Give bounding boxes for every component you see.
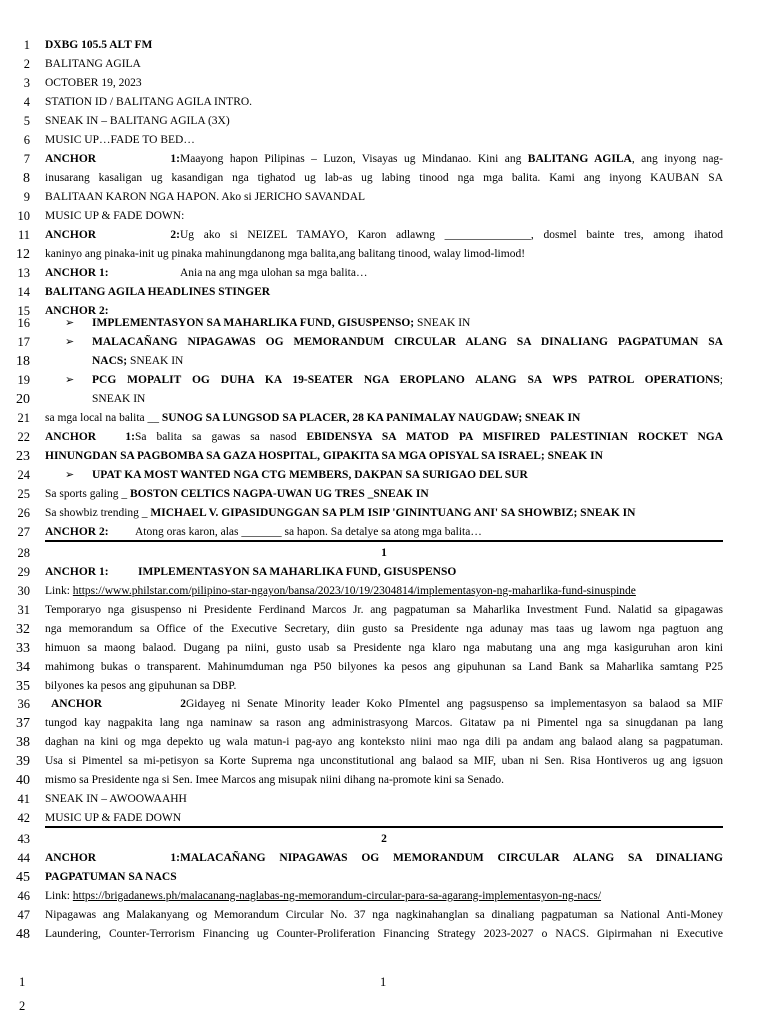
script-line [45,714,723,733]
section-divider [45,540,723,542]
line-row [0,264,768,283]
text-run: SNEAK IN – AWOOWAAHH [45,793,187,805]
text-run: Link: [45,890,73,902]
anchor-label: ANCHOR 1: [45,431,135,443]
script-line [45,447,723,466]
script-line [45,790,723,809]
script-line [45,428,723,447]
line-row [0,925,768,944]
text-run: PAGPATUMAN SA NACS [45,871,177,883]
script-line [45,283,723,302]
arrow-bullet-icon: ➢ [65,469,75,481]
line-row [0,283,768,302]
script-line [45,207,723,226]
text-run: UPAT KA MOST WANTED NGA CTG MEMBERS, DAKPAN SA SURIGAO DEL SUR [92,469,528,481]
line-row [0,639,768,658]
text-run: NACS; [92,355,128,367]
text-run: kaninyo ang pinaka-init ug pinaka mahinungdanong mga balita,ang balitang tinood, walay limod-limod! [45,248,526,260]
line-row [0,93,768,112]
line-number: 19 [17,373,30,387]
text-run: Sa balita sa gawas sa nasod [135,431,307,443]
line-number: 3 [23,76,30,90]
text-run: BALITANG AGILA HEADLINES STINGER [45,286,271,298]
line-number: 13 [17,266,30,280]
text-run: , ang inyong nag- [631,153,723,165]
line-row [0,314,768,333]
story-link[interactable]: https://www.philstar.com/pilipino-star-ngayon/bansa/2023/10/19/2304814/implementasyon-ng-maharlika-fund-sinuspinde [72,585,636,597]
text-run: inusarang kasaligan ug kasandigan nga tighatod ug lab-as ug labing tinood nga mga balita. Kami ang inyong KAUBAN SA [45,172,723,184]
line-number: 8 [23,171,30,186]
headline-text [92,314,723,333]
script-line [45,55,723,74]
text-run: Ania na ang mga ulohan sa mga balita… [180,267,368,279]
script-line [45,226,723,245]
script-line [45,752,723,771]
station-name: DXBG 105.5 ALT FM [45,39,153,51]
program-name: BALITANG AGILA [45,58,141,70]
script-line [45,131,723,150]
line-number: 2 [19,999,26,1013]
text-run: SNEAK IN – BALITANG AGILA (3X) [45,115,230,127]
script-line [51,695,723,714]
line-number: 43 [17,832,30,846]
anchor-label: ANCHOR 1: [45,566,109,578]
anchor-label: ANCHOR 1: [45,153,180,165]
line-row [0,906,768,925]
line-row [0,485,768,504]
headline-text [92,352,723,371]
anchor-label: ANCHOR 1: [45,267,109,279]
line-row [0,752,768,771]
script-line [45,868,723,887]
line-number: 41 [17,792,30,806]
script-line [45,563,723,582]
line-number: 26 [17,506,30,520]
line-number: 5 [23,114,30,128]
text-run: bilyones ka pesos ang gipuhunan sa DBP. [45,680,237,692]
line-number: 10 [17,209,30,223]
headline-text [92,466,723,485]
text-run: MUSIC UP & FADE DOWN [45,812,182,824]
script-line [45,925,723,944]
line-row [0,714,768,733]
story-link[interactable]: https://brigadanews.ph/malacanang-naglabas-ng-memorandum-circular-para-sa-agarang-implementasyon-ng-nacs/ [72,890,602,902]
text-run: Gidayeg ni Senate Minority leader Koko PImentel ang pagsuspenso sa implementasyon sa balaod sa MIF [186,698,723,710]
text-run: SNEAK IN [414,317,471,329]
text-run: Ug ako si NEIZEL TAMAYO, Karon adlawng _______________, dosmel bainte tres, among ihatod [180,229,723,241]
line-row [0,36,768,55]
text-run: Nipagawas ang Malakanyang og Memorandum Circular No. 37 nga nagkinahanglan sa dinaliang pagpatuman sa National Anti-Money [45,909,723,921]
text-run: nga memorandum sa Office of the Executive Secretary, diin gusto sa Presidente nga adunay mas taas ug lawom nga pagtuon ang [45,623,723,635]
line-row [0,466,768,485]
line-number: 31 [17,603,30,617]
text-run: Link: [45,585,73,597]
script-line [45,620,723,639]
arrow-bullet-icon: ➢ [65,317,75,329]
story-headline: IMPLEMENTASYON SA MAHARLIKA FUND, GISUSPENSO [138,566,457,578]
script-line [45,150,723,169]
line-row [0,131,768,150]
text-run: Sa sports galing _ [45,488,130,500]
script-line [45,169,723,188]
line-row [0,333,768,352]
script-line [45,485,723,504]
text-run: EBIDENSYA SA MATOD PA MISFIRED PALESTINIAN ROCKET NGA [306,431,723,443]
arrow-bullet-icon: ➢ [65,336,75,348]
line-number: 7 [23,152,30,166]
text-run: MICHAEL V. GIPASIDUNGGAN SA PLM ISIP 'GININTUANG ANI' SA SHOWBIZ; SNEAK IN [150,507,636,519]
line-number: 16 [17,316,30,330]
script-line [45,409,723,428]
text-run: Temporaryo nga gisuspenso ni Presidente Ferdinand Marcos Jr. ang pagpatuman sa Maharlika Investment Fund. Nalatid sa gipagawas [45,604,723,616]
arrow-bullet-icon: ➢ [65,374,75,386]
line-number: 35 [16,679,30,694]
text-run: PCG MOPALIT OG DUHA KA 19-SEATER NGA EROPLANO ALANG SA WPS PATROL OPERATIONS [92,374,720,386]
script-line [45,849,723,868]
text-run: daghan na kini og mga depekto ug wala matun-i pag-ayo ang konteksto niini mao nga dili pa andam ang balaod alang sa pagpatuman. [45,736,723,748]
line-row [0,582,768,601]
script-line [45,93,723,112]
line-number: 25 [17,487,30,501]
broadcast-date: OCTOBER 19, 2023 [45,77,142,89]
line-number: 23 [16,449,30,464]
line-number: 42 [17,811,30,825]
line-row [0,112,768,131]
script-line [45,504,723,523]
line-number: 46 [17,889,30,903]
line-number: 21 [17,411,30,425]
script-line [45,771,723,790]
line-row [0,695,768,714]
line-row [0,544,768,563]
line-number: 11 [17,228,30,242]
line-number: 33 [16,641,30,656]
story-headline: MALACAÑANG NIPAGAWAS OG MEMORANDUM CIRCULAR ALANG SA DINALIANG [180,852,723,864]
page-number: 1 [380,975,387,989]
line-number: 2 [23,57,30,71]
anchor-label: ANCHOR 2: [45,526,109,538]
script-line [45,245,723,264]
line-row [0,790,768,809]
text-run: mahimong bukas o transparent. Mahinumduman nga P50 bilyones ka pesos ang gipuhunan sa Land Bank sa Maharlika samtang P25 [45,661,723,673]
line-row [0,150,768,169]
section-divider [45,826,723,828]
text-run: STATION ID / BALITANG AGILA INTRO. [45,96,253,108]
line-row [0,207,768,226]
line-row [0,868,768,887]
section-number: 1 [381,547,387,559]
line-number: 17 [17,335,30,349]
line-row [0,504,768,523]
script-line [45,74,723,93]
script-line [45,582,723,601]
line-row [0,428,768,447]
line-row [0,887,768,906]
line-row [0,245,768,264]
line-row [0,371,768,390]
line-row [0,830,768,849]
text-run: ; [719,374,723,386]
line-number: 39 [16,754,30,769]
line-row [0,447,768,466]
line-number: 48 [16,927,30,942]
line-number: 36 [17,697,30,711]
line-number: 34 [16,660,30,675]
line-number: 20 [16,392,30,407]
text-run: Usa si Pimentel sa mi-petisyon sa Korte Suprema nga unconstitutional ang balaod sa MIF, uban ni Sen. Risa Hontiveros ug ang igsuon [45,755,723,767]
text-run: MUSIC UP & FADE DOWN: [45,210,185,222]
text-run: Sa showbiz trending _ [45,507,151,519]
line-row [0,733,768,752]
line-number: 30 [17,584,30,598]
text-run: Laundering, Counter-Terrorism Financing ug Counter-Proliferation Financing Strategy 2023-2027 o NACS. Gipirmahan ni Executive [45,928,723,940]
line-number: 27 [17,525,30,539]
line-number: 22 [17,430,30,444]
headline-text: SNEAK IN [92,393,146,405]
line-number: 38 [16,735,30,750]
text-run: MUSIC UP…FADE TO BED… [45,134,195,146]
line-number: 15 [17,304,30,318]
line-row [0,601,768,620]
script-line [45,264,723,283]
line-number: 40 [16,773,30,788]
line-number: 47 [17,908,30,922]
line-number: 44 [17,851,30,865]
line-row [0,563,768,582]
line-row [0,169,768,188]
line-row [0,188,768,207]
anchor-label: ANCHOR 2: [45,229,180,241]
text-run: HINUNGDAN SA PAGBOMBA SA GAZA HOSPITAL, GIPAKITA SA MGA OPISYAL SA ISRAEL; SNEAK IN [45,450,603,462]
text-run: BOSTON CELTICS NAGPA-UWAN UG TRES _SNEAK IN [129,488,429,500]
anchor-label: ANCHOR 1: [45,852,180,864]
line-number: 1 [23,38,30,52]
script-line [45,639,723,658]
anchor-label: ANCHOR 2: [45,305,109,317]
text-run: mismo sa Presidente nga si Sen. Imee Marcos ang misupak niini dihang na-promote kini sa Senado. [45,774,504,786]
line-number: 29 [17,565,30,579]
script-line [45,601,723,620]
line-number: 18 [16,354,30,369]
text-run: SNEAK IN [127,355,184,367]
line-row [0,677,768,696]
line-row [0,620,768,639]
text-run: IMPLEMENTASYON SA MAHARLIKA FUND, GISUSPENSO; [92,317,415,329]
line-row [0,849,768,868]
text-run: BALITAAN KARON NGA HAPON. Ako si JERICHO SAVANDAL [45,191,366,203]
script-line [45,188,723,207]
line-row [0,352,768,371]
headline-text [92,371,723,390]
line-row [0,55,768,74]
text-run: SUNOG SA LUNGSOD SA PLACER, 28 KA PANIMALAY NAUGDAW; SNEAK IN [161,412,581,424]
line-number: 37 [16,716,30,731]
text-run: sa mga local na balita __ [45,412,162,424]
text-run: Atong oras karon, alas _______ sa hapon. Sa detalye sa atong mga balita… [135,526,482,538]
line-number: 45 [16,870,30,885]
text-run: Maayong hapon Pilipinas – Luzon, Visayas ug Mindanao. Kini ang [180,153,528,165]
text-run: himuon sa maong balaod. Dugang pa niini, gusto usab sa Presidente nga klaro nga mabutang una ang mga kasiguruhan aron kini [45,642,723,654]
script-line [45,733,723,752]
line-number: 28 [17,546,30,560]
line-row [0,658,768,677]
script-line [45,658,723,677]
line-number: 14 [17,285,30,299]
script-line [45,36,723,55]
line-number: 1 [19,975,26,989]
line-number: 6 [23,133,30,147]
script-line [45,112,723,131]
headline-text [92,333,723,352]
line-row [0,226,768,245]
line-number: 9 [23,190,30,204]
text-run: MALACAÑANG NIPAGAWAS OG MEMORANDUM CIRCULAR ALANG SA DINALIANG PAGPATUMAN SA [92,336,723,348]
anchor-label: ANCHOR 2 [51,698,186,710]
section-number: 2 [381,833,387,845]
line-row [0,771,768,790]
script-line [45,677,723,696]
line-row [0,74,768,93]
line-number: 32 [16,622,30,637]
line-number: 24 [17,468,30,482]
line-row [0,409,768,428]
line-number: 12 [16,247,30,262]
script-line [45,887,723,906]
text-run: tungod kay nagpakita lang nga naminaw sa rason ang administrasyong Marcos. Gitataw pa ni Pimentel nga sa sinugdanan pa lang [45,717,723,729]
script-line [45,906,723,925]
text-run: BALITANG AGILA [527,153,632,165]
line-number: 4 [23,95,30,109]
line-row [0,390,768,409]
